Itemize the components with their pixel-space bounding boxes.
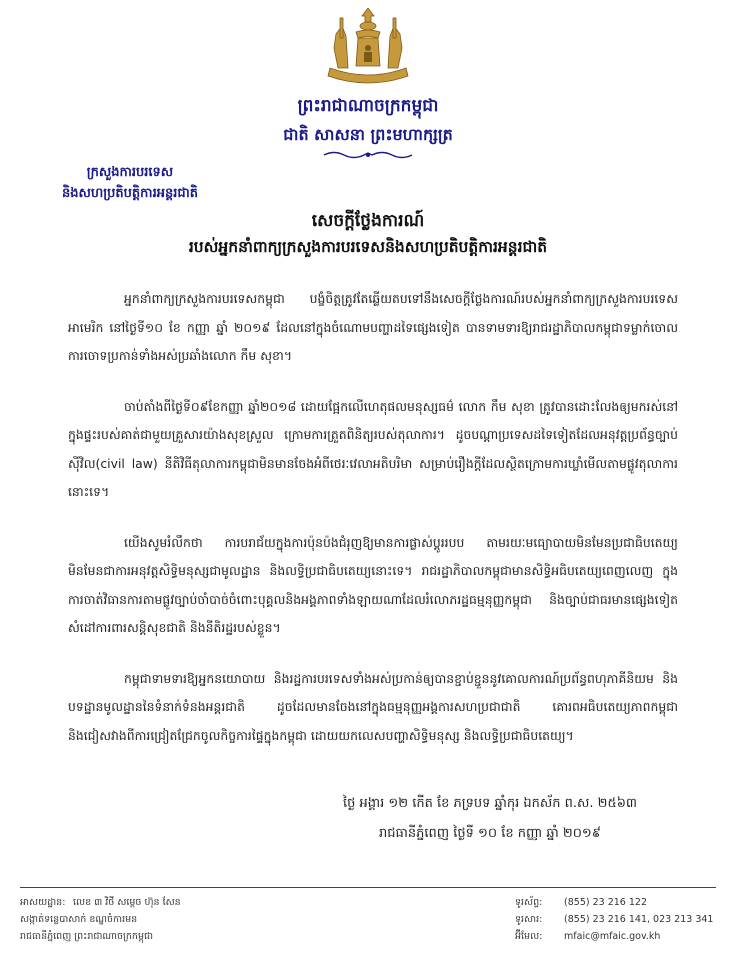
paragraph: កម្ពុជាទាមទារឱ្យអ្នកនយោបាយ និងរដ្ឋការបរទេសទាំងអស់ប្រកាន់ឲ្យបានខ្ជាប់ខ្ជួននូវគោលការណ៍ប្រព័ន្ធពហុភាគីនិយម និងបទដ្ឋានមូលដ្ឋាននៃទំនាក់ទំនងអន្តរជាតិ ដូចដែលមានចែងនៅក្នុងធម្មនុញ្ញអង្គការសហប្រជាជាតិ គោរពអធិបតេយ្យភាពកម្ពុជា និងជៀសវាងពីការជ្រៀតជ្រែកចូលកិច្ចការផ្ទៃក្នុងកម្ពុជា ដោយយកលេសបញ្ហាសិទ្ធិមនុស្ស និងលទ្ធិប្រជាធិបតេយ្យ។ <box>68 670 678 743</box>
national-motto: ជាតិ សាសនា ព្រះមហាក្សត្រ <box>283 125 453 144</box>
statement-title: សេចក្តីថ្លែងការណ៍ <box>311 211 425 231</box>
footer-address <box>20 894 440 945</box>
fax-value: (855) 23 216 141, 023 213 341 <box>564 914 714 925</box>
footer-row <box>515 894 725 911</box>
ministry-block <box>30 162 230 204</box>
divider-ornament-icon <box>322 150 414 160</box>
footer-label: អាសយដ្ឋាន: <box>20 897 66 908</box>
paragraph: ចាប់តាំងពីថ្ងៃទី០៩ខែកញ្ញា ឆ្នាំ២០១៨ ដោយផ្អែកលើហេតុផលមនុស្សធម៌ លោក កឹម សុខា ត្រូវបានដោះលែងឲ្យមករស់នៅក្នុងផ្ទះរបស់គាត់ជាមួយគ្រួសារយ៉ាងសុខស្រួល ក្រោមការត្រួតពិនិត្យរបស់តុលាការ។ ដូចបណ្តាប្រទេសដទៃទៀតដែលអនុវត្តប្រព័ន្ធច្បាប់ស៊ីវិល(civil law) នីតិវិធីតុលាការកម្ពុជាមិនមានចែងអំពីថេរៈវេលាអតិបរិមា សម្រាប់រឿងក្តីដែលស្ថិតក្រោមការឃ្លាំមើលតាមផ្លូវតុលាការនោះទេ។ <box>68 398 678 499</box>
kingdom-title: ព្រះរាជាណាចក្រកម្ពុជា <box>297 96 439 116</box>
statement-subtitle: របស់អ្នកនាំពាក្យក្រសួងការបរទេសនិងសហប្រតិបត្តិការអន្តរជាតិ <box>188 238 548 256</box>
fax-label: ទូរសារ: <box>515 914 543 925</box>
footer-row <box>20 928 440 945</box>
footer-row <box>20 894 440 911</box>
ministry-line-1: ក្រសួងការបរទេស <box>86 165 174 180</box>
footer-label: សង្កាត់ទន្លេបាសាក់ <box>20 914 87 925</box>
phone-label: ទូរស័ព្ទ: <box>515 897 543 908</box>
ministry-line-2: និងសហប្រតិបត្តិការអន្តរជាតិ <box>62 186 198 201</box>
email-label: អ៊ីមែល: <box>515 931 543 942</box>
footer-row <box>20 911 440 928</box>
statement-body <box>68 285 678 772</box>
email-value[interactable]: mfaic@mfaic.gov.kh <box>564 931 661 942</box>
lunar-date: ថ្ងៃ អង្គារ ១២ កើត ខែ ភទ្របទ ឆ្នាំកុរ ឯកស័ក ព.ស. ២៥៦៣ <box>342 796 638 811</box>
footer-contacts <box>515 894 725 945</box>
footer-divider <box>20 887 716 888</box>
paragraph: យើងសូមរំលឹកថា ការបរាជ័យក្នុងការប៉ុនប៉ងជំរុញឱ្យមានការផ្លាស់ប្តូររបប តាមរយៈមធ្យោបាយមិនមែនប្រជាធិបតេយ្យ មិនមែនជាការអនុវត្តសិទ្ធិមនុស្សជាមូលដ្ឋាន និងលទ្ធិប្រជាធិបតេយ្យនោះទេ។ រាជរដ្ឋាភិបាលកម្ពុជាមានសិទ្ធិអធិបតេយ្យពេញលេញ ក្នុងការចាត់វិធានការតាមផ្លូវច្បាប់ចាំបាច់ចំពោះបុគ្គលនិងអង្គភាពទាំងឡាយណាដែលរំលោភរដ្ឋធម្មនុញ្ញកម្ពុជា និងច្បាប់ជាធរមានផ្សេងទៀតសំដៅការពារសន្តិសុខជាតិ និងនីតិរដ្ឋរបស់ខ្លួន។ <box>68 534 678 635</box>
footer-value: លេខ ៣ វិថី សម្តេច ហ៊ុន សែន <box>73 897 181 908</box>
footer-row <box>515 911 725 928</box>
footer-row <box>515 928 725 945</box>
footer-value: ខណ្ឌចំការមន <box>89 914 138 925</box>
phone-value: (855) 23 216 122 <box>564 897 647 908</box>
royal-arms-icon <box>318 8 418 90</box>
footer-label: រាជធានីភ្នំពេញ <box>20 931 72 942</box>
solar-date-place: រាជធានីភ្នំពេញ ថ្ងៃទី ១០ ខែ កញ្ញា ឆ្នាំ ២០១៩ <box>379 826 601 841</box>
footer-value: ព្រះរាជាណាចក្រកម្ពុជា <box>74 931 154 942</box>
paragraph: អ្នកនាំពាក្យក្រសួងការបរទេសកម្ពុជា បង្ខំចិត្តត្រូវតែឆ្លើយតបទៅនឹងសេចក្តីថ្លែងការណ៍របស់អ្នកនាំពាក្យក្រសួងការបរទេសអាមេរិក នៅថ្ងៃទី១០ ខែ កញ្ញា ឆ្នាំ ២០១៩ ដែលនៅក្នុងចំណោមបញ្ហាដទៃផ្សេងទៀត បានទាមទារឱ្យរាជរដ្ឋាភិបាលកម្ពុជាទម្លាក់ចោលការចោទប្រកាន់ទាំងអស់ប្រឆាំងលោក កឹម សុខា។ <box>68 291 678 363</box>
